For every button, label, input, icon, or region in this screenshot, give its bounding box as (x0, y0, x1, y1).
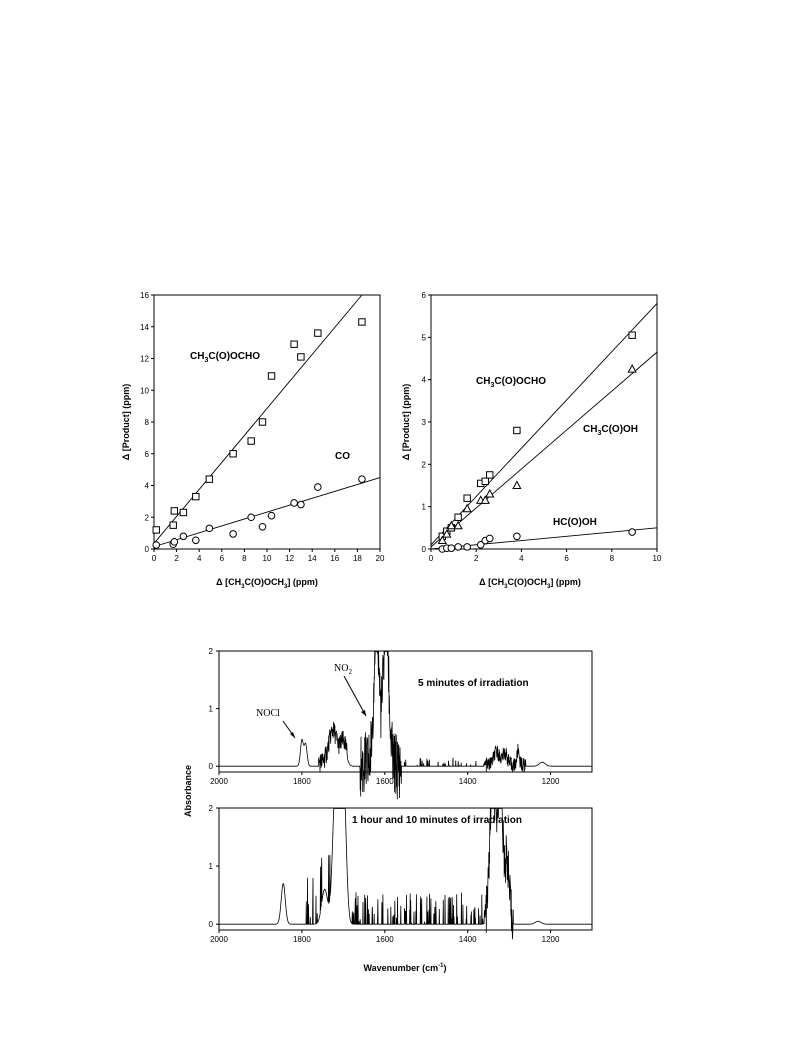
data-point-circle (180, 533, 187, 540)
x-tick-label: 1400 (458, 935, 477, 944)
data-point-square (514, 427, 520, 433)
x-tick-label: 2000 (210, 935, 228, 944)
x-axis-label: Δ $[CH_3C(O)OCH_3]$ (ppm) (479, 577, 581, 590)
y-tick-label: 4 (421, 375, 426, 385)
x-tick-label: 1400 (458, 777, 477, 786)
y-tick-label: 0 (144, 545, 149, 554)
data-point-circle (248, 514, 255, 521)
x-tick-label: 6 (219, 554, 225, 563)
x-tick-label: 0 (151, 554, 157, 563)
data-point-circle (291, 500, 298, 507)
y-tick-label: 5 (421, 333, 426, 343)
data-point-triangle (463, 505, 471, 512)
x-tick-label: 10 (262, 554, 272, 563)
y-tick-label: 16 (140, 291, 149, 300)
chart-panel-b (401, 291, 662, 590)
absorbance-spectrum (219, 652, 592, 800)
x-tick-label: 0 (428, 554, 434, 563)
annotation-no2: $NO_2$ (334, 663, 352, 676)
data-point-circle (171, 539, 178, 546)
x-tick-label: 8 (242, 554, 247, 563)
panel-title: 1 hour and 10 minutes of irradiation (352, 815, 523, 826)
data-point-circle (259, 523, 266, 530)
x-tick-label: 2000 (210, 777, 228, 786)
arrowhead (361, 710, 366, 716)
x-tick-label: 10 (652, 554, 662, 563)
x-tick-label: 4 (519, 554, 524, 563)
x-tick-label: 1800 (292, 935, 311, 944)
data-point-circle (359, 476, 366, 483)
y-tick-label: 14 (140, 322, 149, 332)
data-point-circle (153, 542, 160, 549)
y-tick-label: 0 (208, 920, 213, 930)
annotation-nocl: NOCl (256, 708, 280, 719)
spectrum-panel-5min (209, 647, 592, 799)
data-point-square (464, 495, 470, 501)
series-label-co: CO (335, 451, 350, 462)
data-point-square (482, 478, 488, 484)
x-tick-label: 1200 (541, 777, 560, 786)
x-tick-label: 20 (375, 554, 385, 563)
data-point-square (629, 332, 635, 338)
y-tick-label: 4 (144, 481, 149, 491)
x-tick-label: 1600 (375, 935, 394, 944)
data-point-square (298, 354, 304, 360)
y-tick-label: 2 (208, 647, 213, 656)
chart-panel-a (121, 291, 385, 590)
y-tick-label: 10 (140, 386, 149, 396)
x-tick-label: 4 (196, 554, 202, 563)
y-tick-label: 0 (208, 762, 213, 772)
data-point-square (487, 472, 493, 478)
data-point-circle (193, 537, 200, 544)
data-point-circle (315, 484, 322, 491)
y-tick-label: 1 (421, 502, 426, 512)
fit-line (154, 295, 362, 543)
x-tick-label: 8 (609, 554, 615, 563)
data-point-square (230, 451, 236, 457)
x-tick-label: 18 (352, 554, 362, 563)
annotation-arrow-no2 (344, 676, 366, 716)
data-point-circle (230, 531, 237, 538)
data-point-square (170, 522, 176, 528)
fit-lines (154, 295, 380, 547)
data-point-circle (298, 501, 305, 508)
data-point-square (248, 438, 254, 444)
data-point-square (180, 509, 186, 515)
data-point-circle (629, 529, 636, 536)
data-point-circle (486, 535, 493, 542)
x-tick-label: 12 (285, 554, 295, 563)
y-tick-label: 0 (421, 545, 426, 554)
y-tick-label: 2 (421, 460, 426, 470)
absorbance-spectrum (219, 809, 592, 940)
series-label-ch3c-o-ocho: $CH_3C(O)OCHO$ (190, 351, 261, 364)
data-point-square (455, 514, 461, 520)
data-point-circle (455, 544, 462, 551)
data-point-square (291, 341, 297, 347)
y-tick-label: 6 (421, 291, 426, 300)
data-point-circle (514, 533, 521, 540)
arrowhead (290, 732, 295, 738)
data-point-circle (448, 545, 455, 552)
x-axis-label: Wavenumber $(cm^{-1})$ (363, 963, 447, 973)
data-point-square (153, 527, 159, 533)
y-tick-label: 6 (144, 449, 149, 459)
data-point-square (193, 493, 199, 499)
x-tick-label: 2 (174, 554, 179, 563)
y-axis-label-absorbance: Absorbance (183, 764, 193, 818)
series-label-hc-o-oh: HC(O)OH (553, 517, 597, 528)
data-point-square (259, 419, 265, 425)
panel-title: 5 minutes of irradiation (418, 678, 529, 689)
y-tick-label: 12 (140, 354, 149, 364)
data-point-triangle (628, 365, 636, 372)
spectrum-panel-70min (209, 804, 592, 973)
data-point-square (171, 508, 177, 514)
y-tick-label: 1 (208, 862, 213, 872)
data-points (439, 332, 639, 552)
x-axis-label: Δ $[CH_3C(O)OCH_3]$ (ppm) (216, 577, 318, 590)
data-point-circle (268, 512, 275, 519)
x-tick-label: 2 (473, 554, 479, 563)
plot-frame (154, 295, 380, 549)
y-tick-label: 1 (208, 704, 213, 714)
x-tick-label: 1200 (541, 935, 560, 944)
y-axis-label: Δ [Product] (ppm) (401, 383, 411, 461)
y-tick-label: 8 (144, 418, 149, 427)
data-point-circle (206, 525, 213, 532)
data-point-square (359, 319, 365, 325)
x-tick-label: 1600 (375, 777, 394, 786)
x-tick-label: 14 (307, 554, 317, 563)
data-point-square (315, 330, 321, 336)
data-point-circle (464, 544, 471, 551)
y-tick-label: 2 (208, 804, 213, 813)
fit-line (154, 478, 380, 547)
data-point-square (268, 373, 274, 379)
x-tick-label: 6 (564, 554, 569, 563)
data-point-triangle (513, 482, 521, 489)
series-label-ch3c-o-oh: $CH_3C(O)OH$ (583, 424, 639, 437)
data-point-square (206, 476, 212, 482)
y-axis-label: Δ [Product] (ppm) (121, 383, 131, 461)
series-label-ch3c-o-ocho: $CH_3C(O)OCHO$ (476, 376, 547, 389)
y-tick-label: 2 (144, 513, 149, 523)
y-tick-label: 3 (421, 418, 426, 427)
x-tick-label: 1800 (292, 777, 311, 786)
x-tick-label: 16 (330, 554, 340, 563)
